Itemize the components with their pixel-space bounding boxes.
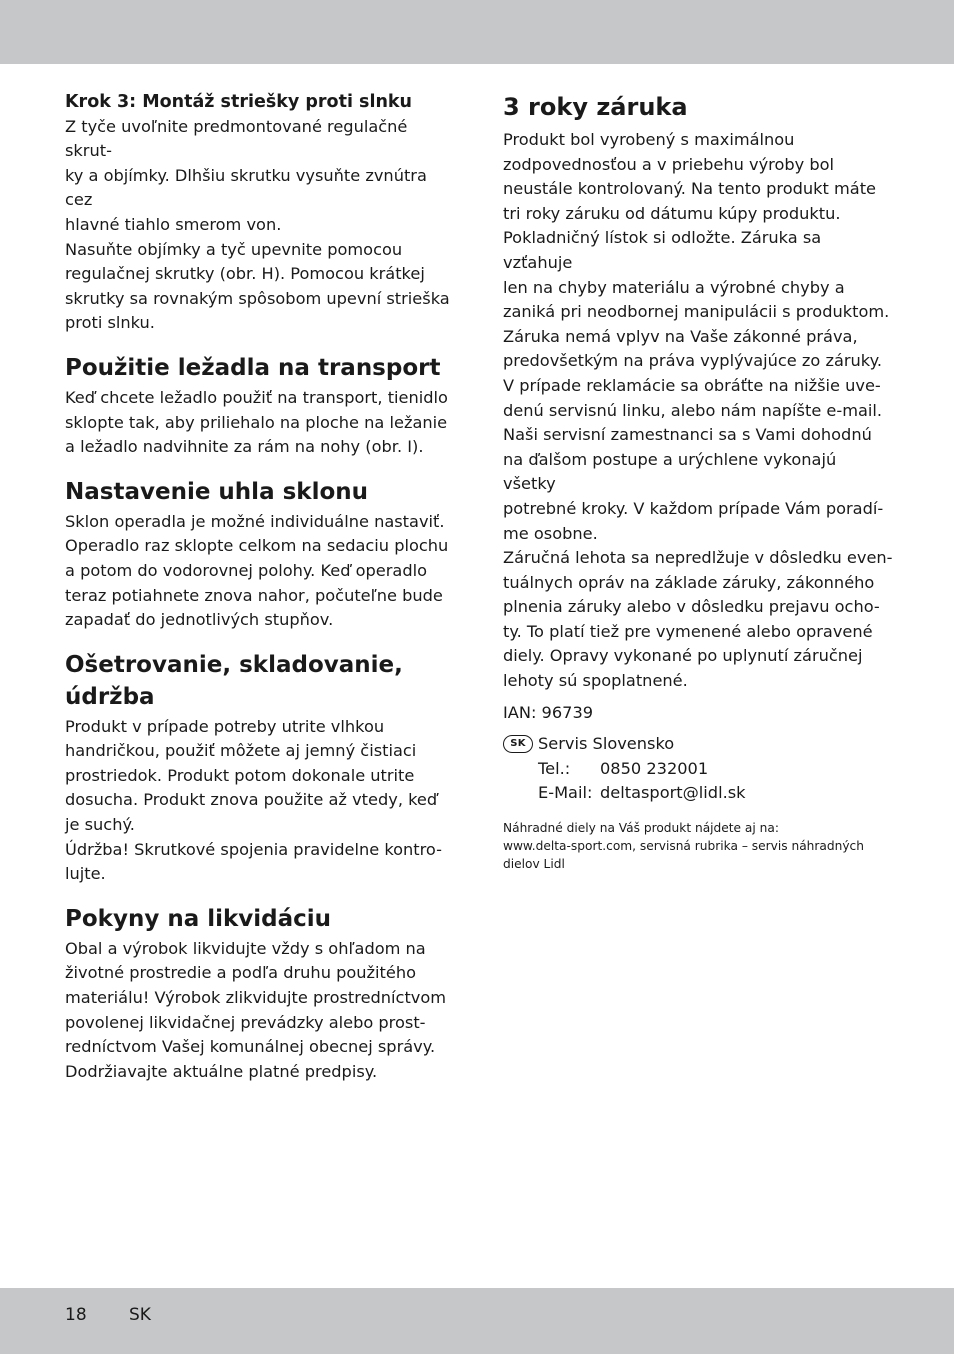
language-code: SK xyxy=(129,1305,151,1325)
disposal-heading: Pokyny na likvidáciu xyxy=(65,905,332,932)
ian-number: IAN: 96739 xyxy=(503,702,594,722)
transport-body: Keď chcete ležadlo použiť na transport, tienidlo sklopte tak, aby priliehalo na ploche na ležanie a ležadlo nadvihnite za rám na nohy (obr. I). xyxy=(65,387,448,457)
spare-parts-note: Náhradné diely na Váš produkt nájdete aj na: www.delta-sport.com, servisná rubrika – servis náhradných dielov Lidl xyxy=(503,821,864,872)
tel-number: 0850 232001 xyxy=(600,758,709,778)
left-column xyxy=(65,90,450,1084)
right-column xyxy=(503,90,893,873)
disposal-body: Obal a výrobok likvidujte vždy s ohľadom na životné prostredie a podľa druhu použitého materiálu! Výrobok zlikvidujte prostredníctvom povolenej likvidačnej prevádzky alebo prost- redníctvom Vašej komunálnej obecnej správy. Dodržiavajte aktuálne platné predpisy. xyxy=(65,938,447,1081)
page-number: 18 xyxy=(65,1305,87,1325)
tel-label: Tel.: xyxy=(538,758,571,778)
step3-title: Krok 3: Montáž striešky proti slnku xyxy=(65,92,413,112)
care-heading: Ošetrovanie, skladovanie, údržba xyxy=(65,651,403,710)
tilt-body: Sklon operadla je možné individuálne nastaviť. Operadlo raz sklopte celkom na sedaciu plochu a potom do vodorovnej polohy. Keď operadlo teraz potiahnete znova nahor, počuteľne bude zapadať do jednotlivých stupňov. xyxy=(65,511,449,630)
tilt-heading: Nastavenie uhla sklonu xyxy=(65,478,369,505)
care-body: Produkt v prípade potreby utrite vlhkou handričkou, použiť môžete aj jemný čistiaci prostriedok. Produkt potom dokonale utrite dosucha. Produkt znova použite až vtedy, keď je suchý. xyxy=(65,716,438,835)
service-block xyxy=(503,732,893,806)
service-name: Servis Slovensko xyxy=(538,734,675,754)
email-label: E-Mail: xyxy=(538,783,593,803)
warranty-body: Produkt bol vyrobený s maximálnou zodpovednosťou a v priebehu výroby bol neustále kontrolovaný. Na tento produkt máte tri roky záruku od dátumu kúpy produktu. Pokladničný lístok si odložte. Záruka sa vzťahuje len na chyby materiálu a výrobné chyby a zaniká pri neodbornej manipulácii s produktom. Záruka nemá vplyv na Vaše zákonné práva, predovšetkým na práva vyplývajúce zo záruky. V prípade reklamácie sa obráťte na nižšie uve- denú servisnú linku, alebo nám napíšte e-mail. Naši servisní zamestnanci sa s Vami dohodnú na ďalšom postupe a urýchlene vykonajú všetky potrebné kroky. V každom prípade Vám poradí- me osobne. xyxy=(503,130,890,543)
header-band xyxy=(0,0,954,64)
warranty-heading: 3 roky záruka xyxy=(503,93,688,121)
email-address[interactable]: deltasport@lidl.sk xyxy=(600,783,746,803)
maintenance-body: Údržba! Skrutkové spojenia pravidelne kontro- lujte. xyxy=(65,839,442,884)
transport-heading: Použitie ležadla na transport xyxy=(65,354,441,381)
country-badge: SK xyxy=(503,735,533,753)
warranty-period-body: Záručná lehota sa nepredlžuje v dôsledku even- tuálnych opráv na základe záruky, zákonného plnenia záruky alebo v dôsledku prejavu ocho- ty. To platí tiež pre vymenené alebo opravené diely. Opravy vykonané po uplynutí záručnej lehoty sú spoplatnené. xyxy=(503,548,893,691)
step3-body: Z tyče uvoľnite predmontované regulačné skrut- ky a objímky. Dlhšiu skrutku vysuňte zvnútra cez hlavné tiahlo smerom von. Nasuňte objímky a tyč upevnite pomocou regulačnej skrutky (obr. H). Pomocou krátkej skrutky sa rovnakým spôsobom upevní strieška proti slnku. xyxy=(65,116,450,333)
